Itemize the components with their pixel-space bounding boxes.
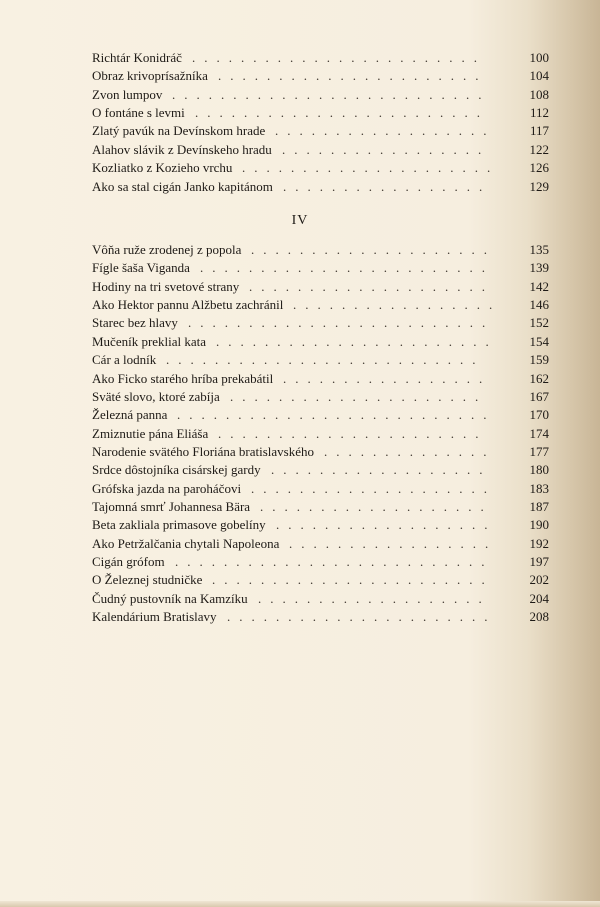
- toc-entry-page-number: 208: [529, 609, 549, 624]
- toc-entry-page-number: 183: [529, 480, 549, 496]
- toc-entry-page-number: 177: [529, 443, 549, 459]
- toc-entry-page-number: 146: [529, 297, 549, 313]
- toc-entry-title: Kalendárium Bratislavy: [92, 609, 217, 624]
- toc-entry-page-number: 142: [529, 278, 549, 294]
- toc-entry-page-number: 174: [529, 425, 549, 441]
- toc-entry-page-number: 100: [529, 50, 549, 65]
- toc-entry-title: Ako sa stal cigán Janko kapitánom: [92, 178, 273, 194]
- dot-leader: ........................: [192, 50, 486, 65]
- toc-entry[interactable]: [92, 49, 549, 67]
- toc-entry-page-number: 139: [529, 260, 549, 276]
- toc-entry-page-number: 112: [529, 105, 549, 121]
- dot-leader: ..........................: [175, 554, 494, 569]
- toc-entry[interactable]: [92, 571, 549, 589]
- toc-entry-title: Ako Hektor pannu Alžbetu zachránil: [92, 297, 284, 313]
- toc-entry-page-number: 126: [529, 160, 549, 176]
- dot-leader: .................: [293, 297, 502, 313]
- toc-entry-page-number: 167: [529, 388, 549, 404]
- dot-leader: .................: [283, 370, 492, 386]
- dot-leader: ...................: [258, 590, 491, 606]
- toc-entry[interactable]: [92, 370, 549, 388]
- toc-entry-page-number: 170: [529, 407, 549, 423]
- page-bottom-edge: [0, 901, 600, 907]
- toc-entry[interactable]: [92, 406, 549, 424]
- toc-entry-title: Mučeník preklial kata: [92, 333, 207, 349]
- toc-entry-title: Alahov slávik z Devínskeho hradu: [92, 141, 272, 157]
- dot-leader: .................: [283, 178, 492, 194]
- toc-entry-title: Narodenie svätého Floriána bratislavského: [92, 443, 315, 459]
- toc-entry-page-number: 159: [529, 352, 549, 368]
- toc-entry-page-number: 122: [529, 141, 549, 157]
- dot-leader: ........................: [200, 260, 494, 276]
- toc-entry[interactable]: [92, 159, 549, 177]
- dot-leader: ....................: [249, 278, 494, 294]
- dot-leader: ..........................: [177, 407, 496, 423]
- toc-entry-title: Cár a lodník: [92, 352, 157, 368]
- toc-entry-title: Grófska jazda na paroháčovi: [92, 480, 242, 496]
- toc-entry[interactable]: [92, 590, 549, 608]
- toc-entry-page-number: 108: [529, 86, 549, 102]
- toc-entry-page-number: 204: [529, 590, 549, 606]
- toc-entry[interactable]: [92, 241, 549, 259]
- toc-entry-page-number: 187: [529, 498, 549, 514]
- dot-leader: ........................: [195, 105, 489, 121]
- toc-entry-page-number: 192: [529, 535, 549, 551]
- toc-entry[interactable]: [92, 259, 549, 277]
- dot-leader: .................: [282, 141, 491, 157]
- dot-leader: .....................: [242, 160, 500, 176]
- toc-entry-title: Cigán grófom: [92, 554, 165, 569]
- toc-entry-title: O Železnej studničke: [92, 572, 203, 588]
- dot-leader: ....................: [251, 480, 496, 496]
- dot-leader: ....................: [251, 242, 496, 257]
- dot-leader: ..............: [324, 443, 496, 459]
- toc-entry-title: Ako Ficko starého hríba prekabátil: [92, 370, 274, 386]
- toc-entry[interactable]: [92, 333, 549, 351]
- toc-entry-title: Zmiznutie pána Eliáša: [92, 425, 209, 441]
- toc-entry-title: Obraz krivoprísažníka: [92, 68, 208, 84]
- dot-leader: ...................: [260, 498, 493, 514]
- toc-entry-title: Kozliatko z Kozieho vrchu: [92, 160, 233, 176]
- toc-entry[interactable]: [92, 498, 549, 516]
- toc-entry-title: Železná panna: [92, 407, 168, 423]
- dot-leader: .....................: [230, 388, 488, 404]
- dot-leader: ......................: [218, 425, 488, 441]
- toc-entry-page-number: 154: [529, 333, 549, 349]
- toc-entry-title: Starec bez hlavy: [92, 315, 178, 331]
- dot-leader: ..................: [271, 462, 492, 478]
- dot-leader: ..................: [275, 123, 496, 139]
- toc-entry[interactable]: [92, 178, 549, 196]
- toc-entry[interactable]: [92, 86, 549, 104]
- toc-entry-page-number: 152: [529, 315, 549, 331]
- toc-entry-page-number: 180: [529, 462, 549, 478]
- toc-entry[interactable]: [92, 516, 549, 534]
- toc-entry-page-number: 129: [529, 178, 549, 194]
- toc-entry[interactable]: [92, 388, 549, 406]
- toc-entry[interactable]: [92, 104, 549, 122]
- section-heading: IV: [291, 213, 309, 228]
- toc-entry[interactable]: [92, 351, 549, 369]
- toc-entry-page-number: 104: [529, 68, 549, 84]
- toc-entry-title: Srdce dôstojníka cisárskej gardy: [92, 462, 261, 478]
- toc-entry-title: Zlatý pavúk na Devínskom hrade: [92, 123, 266, 139]
- toc-entry[interactable]: [92, 314, 549, 332]
- dot-leader: .........................: [188, 315, 495, 331]
- toc-entry-title: Zvon lumpov: [92, 86, 163, 102]
- toc-entry-title: Richtár Konidráč: [92, 50, 182, 65]
- toc-entry-title: Tajomná smrť Johannesa Bära: [92, 498, 251, 514]
- toc-entry[interactable]: [92, 553, 549, 571]
- toc-entry-title: Ako Petržalčania chytali Napoleona: [92, 535, 280, 551]
- toc-entry[interactable]: [92, 480, 549, 498]
- toc-entry[interactable]: [92, 141, 549, 159]
- toc-entry-title: Hodiny na tri svetové strany: [92, 278, 240, 294]
- toc-entry-page-number: 162: [529, 370, 549, 386]
- toc-entry-page-number: 190: [529, 517, 549, 533]
- toc-entry[interactable]: [92, 296, 549, 314]
- dot-leader: ......................: [227, 609, 497, 624]
- toc-entry-title: O fontáne s levmi: [92, 105, 185, 121]
- dot-leader: .......................: [212, 572, 494, 588]
- toc-entry-title: Fígle šaša Viganda: [92, 260, 190, 276]
- dot-leader: ......................: [218, 68, 488, 84]
- toc-entry[interactable]: [92, 535, 549, 553]
- toc-entry[interactable]: [92, 122, 549, 140]
- toc-entry-page-number: 135: [529, 242, 549, 257]
- toc-entry-page-number: 202: [529, 572, 549, 588]
- dot-leader: ..........................: [166, 352, 485, 368]
- toc-entry[interactable]: [92, 443, 549, 461]
- toc-entry-title: Čudný pustovník na Kamzíku: [92, 590, 248, 606]
- toc-entry-page-number: 117: [529, 123, 549, 139]
- toc-entry-title: Sväté slovo, ktoré zabíja: [92, 388, 220, 404]
- toc-entry-title: Beta zakliala primasove gobelíny: [92, 517, 266, 533]
- dot-leader: ..........................: [172, 86, 491, 102]
- toc-entry-title: Vôňa ruže zrodenej z popola: [92, 242, 242, 257]
- toc-entry[interactable]: [92, 608, 549, 626]
- toc-entry-page-number: 197: [529, 554, 549, 569]
- dot-leader: .......................: [216, 333, 498, 349]
- dot-leader: ..................: [276, 517, 497, 533]
- toc-entry[interactable]: [92, 461, 549, 479]
- toc-entry[interactable]: [92, 67, 549, 85]
- toc-entry[interactable]: [92, 278, 549, 296]
- toc-entry[interactable]: [92, 425, 549, 443]
- dot-leader: .................: [289, 535, 498, 551]
